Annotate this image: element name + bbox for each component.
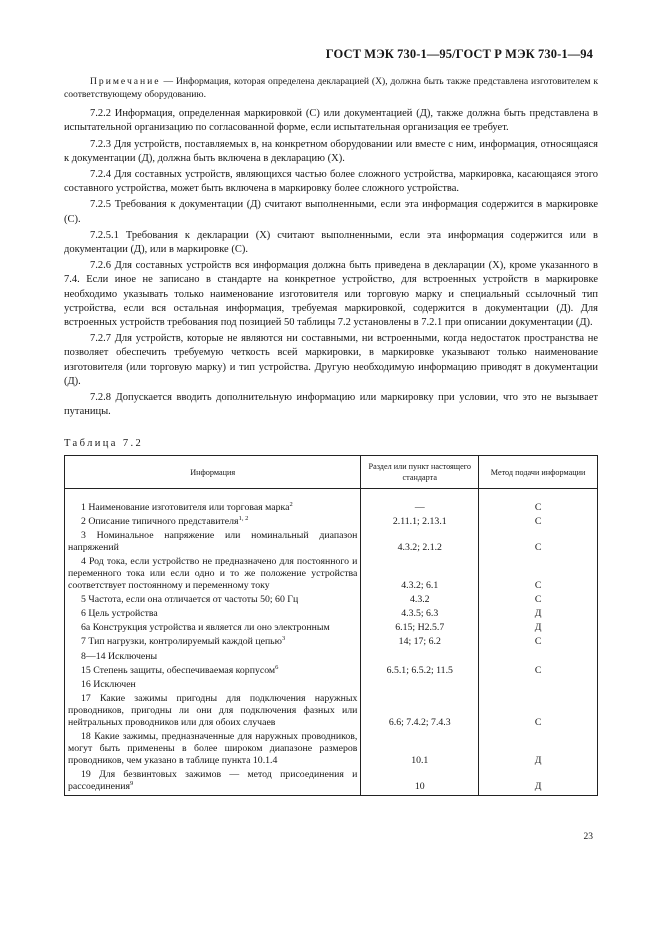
row-info: 5 Частота, если она отличается от частоты 50; 60 Гц bbox=[65, 593, 361, 607]
row-section: 4.3.2; 6.1 bbox=[361, 555, 479, 593]
table-row bbox=[65, 593, 598, 607]
paragraph-7-2-2: 7.2.2 Информация, определенная маркировкой (С) или документацией (Д), также должна быть представлена в испытательной организацию по согласованной форме, если испытательная организация ее требует. bbox=[64, 108, 598, 134]
row-section: 6.6; 7.4.2; 7.4.3 bbox=[361, 692, 479, 730]
page-number: 23 bbox=[583, 832, 593, 842]
table-row bbox=[65, 555, 598, 593]
row-info: 16 Исключен bbox=[65, 678, 361, 692]
row-info: 15 Степень защиты, обеспечиваемая корпусом$^6$ bbox=[65, 664, 361, 678]
row-section: 6.15; Н2.5.7 bbox=[361, 621, 479, 635]
row-section: 2.11.1; 2.13.1 bbox=[361, 515, 479, 529]
row-section: — bbox=[361, 501, 479, 515]
row-method bbox=[479, 678, 598, 692]
row-section: 4.3.2; 2.1.2 bbox=[361, 529, 479, 555]
row-method bbox=[479, 650, 598, 664]
paragraph-7-2-4: 7.2.4 Для составных устройств, являющихся частью более сложного устройства, маркировка, касающаяся этого составного устройства, может быть включена в маркировку более сложного устройства. bbox=[64, 169, 598, 195]
table-row bbox=[65, 515, 598, 529]
row-section: 10.1 bbox=[361, 730, 479, 768]
table-row bbox=[65, 692, 598, 730]
row-info: 17 Какие зажимы пригодны для подключения наружных проводников, пригодны ли они для подключения фазных или нейтральных проводников или для обоих случаев bbox=[65, 692, 361, 730]
row-section bbox=[361, 650, 479, 664]
note-text: — Информация, которая определена декларацией (Х), должна быть также представлена изготовителем к соответствующему оборудованию. bbox=[64, 76, 598, 100]
row-info: 6а Конструкция устройства и является ли оно электронным bbox=[65, 621, 361, 635]
table-row bbox=[65, 650, 598, 664]
header-section: Раздел или пункт настоящего стандарта bbox=[361, 456, 479, 489]
table-row bbox=[65, 678, 598, 692]
row-info: 4 Род тока, если устройство не предназначено для постоянного и переменного тока или если одно и то же положение устройства соответствует постоянному и переменному току bbox=[65, 555, 361, 593]
row-section: 4.3.5; 6.3 bbox=[361, 607, 479, 621]
row-info: 6 Цель устройства bbox=[65, 607, 361, 621]
paragraph-7-2-6: 7.2.6 Для составных устройств вся информация должна быть приведена в декларации (Х), кроме указанного в 7.4. Если иное не записано в стандарте на конкретное устройство, для встроенных устройств в маркировке необходимо указывать только наименование изготовителя или торговую марку и специальный ссылочный тип устройства, если вся остальная информация, требуемая маркировкой, содержится в документации (Д). Для встроенных устройств требования под позицией 50 таблицы 7.2 установлены в 7.2.1 при описании документации (Д). bbox=[64, 260, 598, 329]
table-header-row bbox=[65, 456, 598, 489]
table-row bbox=[65, 664, 598, 678]
paragraph-7-2-8: 7.2.8 Допускается вводить дополнительную информацию или маркировку при условии, что это не вызывает путаницы. bbox=[64, 392, 598, 418]
row-method: Д bbox=[479, 768, 598, 795]
table-row bbox=[65, 607, 598, 621]
table-row bbox=[65, 730, 598, 768]
paragraph-7-2-7: 7.2.7 Для устройств, которые не являются ни составными, ни встроенными, когда недостаток пространства не позволяет обеспечить требуемую четкость всей маркировки, в маркировке указывают только наименование изготовителя (или торговую марку) и тип устройства. Другую необходимую информацию приводят в документации (Д). bbox=[64, 333, 598, 387]
table-row bbox=[65, 529, 598, 555]
row-info: 3 Номинальное напряжение или номинальный диапазон напряжений bbox=[65, 529, 361, 555]
table-row bbox=[65, 768, 598, 795]
table-row bbox=[65, 635, 598, 649]
row-method: С bbox=[479, 555, 598, 593]
row-info: 8—14 Исключены bbox=[65, 650, 361, 664]
row-section: 10 bbox=[361, 768, 479, 795]
row-method: Д bbox=[479, 607, 598, 621]
row-info: 1 Наименование изготовителя или торговая марка$^2$ bbox=[65, 501, 361, 515]
page-header: ГОСТ МЭК 730-1—95/ГОСТ Р МЭК 730-1—94 bbox=[325, 47, 593, 61]
paragraph-7-2-5: 7.2.5 Требования к документации (Д) считают выполненными, если эта информация содержится в маркировке (С). bbox=[64, 199, 598, 225]
row-method: С bbox=[479, 529, 598, 555]
row-method: С bbox=[479, 593, 598, 607]
row-method: С bbox=[479, 635, 598, 649]
row-info: 2 Описание типичного представителя$^{1, 2}$ bbox=[65, 515, 361, 529]
paragraph-7-2-5-1: 7.2.5.1 Требования к декларации (Х) считают выполненными, если эта информация содержится или в документации (Д), или в маркировке (С). bbox=[64, 229, 598, 256]
row-method: С bbox=[479, 501, 598, 515]
row-method: Д bbox=[479, 730, 598, 768]
row-method: С bbox=[479, 515, 598, 529]
row-info: 7 Тип нагрузки, контролируемый каждой цепью$^3$ bbox=[65, 635, 361, 649]
row-info: 18 Какие зажимы, предназначенные для наружных проводников, могут быть применены в более широком диапазоне размеров проводников, чем указано в таблице пункта 10.1.4 bbox=[65, 730, 361, 768]
header-method: Метод подачи информации bbox=[479, 456, 598, 489]
note-label: Примечание bbox=[90, 76, 161, 87]
row-section: 6.5.1; 6.5.2; 11.5 bbox=[361, 664, 479, 678]
row-section: 14; 17; 6.2 bbox=[361, 635, 479, 649]
row-section bbox=[361, 678, 479, 692]
header-info: Информация bbox=[65, 456, 361, 489]
table-caption: Таблица 7.2 bbox=[64, 438, 144, 449]
row-method: С bbox=[479, 692, 598, 730]
table-spacer-row bbox=[65, 489, 598, 501]
info-table bbox=[64, 455, 598, 796]
table-row bbox=[65, 501, 598, 515]
row-section: 4.3.2 bbox=[361, 593, 479, 607]
body-text bbox=[64, 76, 598, 421]
paragraph-7-2-3: 7.2.3 Для устройств, поставляемых в, на конкретном оборудовании или вместе с ним, информация, относящаяся к документации (Д), должна быть включена в декларацию (Х). bbox=[64, 138, 598, 164]
note bbox=[64, 76, 598, 101]
row-method: С bbox=[479, 664, 598, 678]
row-info: 19 Для безвинтовых зажимов — метод присоединения и рассоединения$^9$ bbox=[65, 768, 361, 795]
table-row bbox=[65, 621, 598, 635]
row-method: Д bbox=[479, 621, 598, 635]
